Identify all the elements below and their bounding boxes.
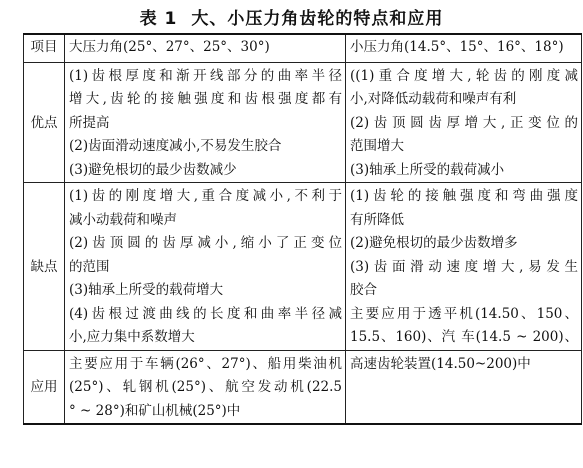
table-number: 表 1 — [139, 9, 178, 29]
row-advantages — [24, 62, 582, 183]
header-row — [24, 34, 582, 62]
cell-line: 小,对降低动载荷和噪声有利 — [350, 91, 517, 107]
cell-line: 范围增大 — [350, 138, 404, 154]
cell-line: (2)齿顶圆齿厚增大,正变位的 — [350, 114, 578, 131]
cell-line: (3)避免根切的最少齿数减少 — [69, 161, 237, 178]
cell-line: (3)轴承上所受的载荷减小 — [350, 161, 505, 178]
cell-line: 减小动载荷和噪声 — [69, 211, 177, 228]
cell-line: 胶合 — [350, 282, 377, 298]
table-caption — [0, 4, 583, 29]
header-large-angle: 大压力角(25°、27°、25°、30°) — [65, 34, 346, 62]
header-item: 项目 — [24, 34, 65, 62]
row-applications — [24, 350, 582, 424]
row-label-disadvantages: 缺点 — [24, 183, 65, 351]
applications-large-cell — [65, 350, 346, 424]
row-label-advantages: 优点 — [24, 62, 65, 183]
cell-line: 主要应用于车辆(26°、27°)、船用柴油机 — [69, 355, 342, 372]
cell-line: 高速齿轮装置(14.50~200)中 — [350, 355, 531, 372]
cell-line: (1)齿轮的接触强度和弯曲强度 — [350, 188, 578, 204]
cell-line: 有所降低 — [350, 211, 404, 228]
cell-line: (4)齿根过渡曲线的长度和曲率半径减 — [69, 305, 342, 322]
cell-line: (2)避免根切的最少齿数增多 — [350, 235, 518, 251]
row-disadvantages — [24, 183, 582, 351]
cell-line: (3)轴承上所受的载荷增大 — [69, 282, 224, 298]
cell-line: (3)齿面滑动速度增大,易发生 — [350, 258, 578, 275]
cell-line: (2)齿顶圆的齿厚减小,缩小了正变位 — [69, 235, 342, 251]
advantages-small-cell — [346, 62, 582, 183]
cell-line: (1)齿根厚度和渐开线部分的曲率半径 — [69, 67, 342, 84]
applications-small-cell — [346, 350, 582, 424]
cell-line: (2)齿面滑动速度减小,不易发生胶合 — [69, 138, 282, 154]
cell-line: 主要应用于透平机(14.50、150、 — [350, 305, 578, 322]
cell-line: 所提高 — [69, 114, 110, 131]
gear-comparison-table — [23, 33, 582, 425]
advantages-large-cell — [65, 62, 346, 183]
cell-line: 小,应力集中系数增大 — [69, 329, 195, 345]
cell-line: ° ~ 28°)和矿山机械(25°)中 — [69, 402, 241, 419]
cell-line: ((1)重合度增大,轮齿的刚度减 — [350, 67, 578, 84]
disadvantages-small-cell — [346, 183, 582, 351]
cell-line: 增大,齿轮的接触强度和齿根强度都有 — [69, 91, 342, 107]
table-title: 大、小压力角齿轮的特点和应用 — [191, 9, 444, 29]
cell-line: (25°)、轧钢机(25°)、航空发动机(22.5 — [69, 379, 342, 395]
cell-line: (1)齿的刚度增大,重合度减小,不利于 — [69, 188, 342, 204]
row-label-applications: 应用 — [24, 350, 65, 424]
cell-line: 的范围 — [69, 258, 110, 275]
cell-line: 15.5、160)、汽 车(14.5 ~ 200)、 — [350, 329, 578, 345]
header-small-angle: 小压力角(14.5°、15°、16°、18°) — [346, 34, 582, 62]
disadvantages-large-cell — [65, 183, 346, 351]
